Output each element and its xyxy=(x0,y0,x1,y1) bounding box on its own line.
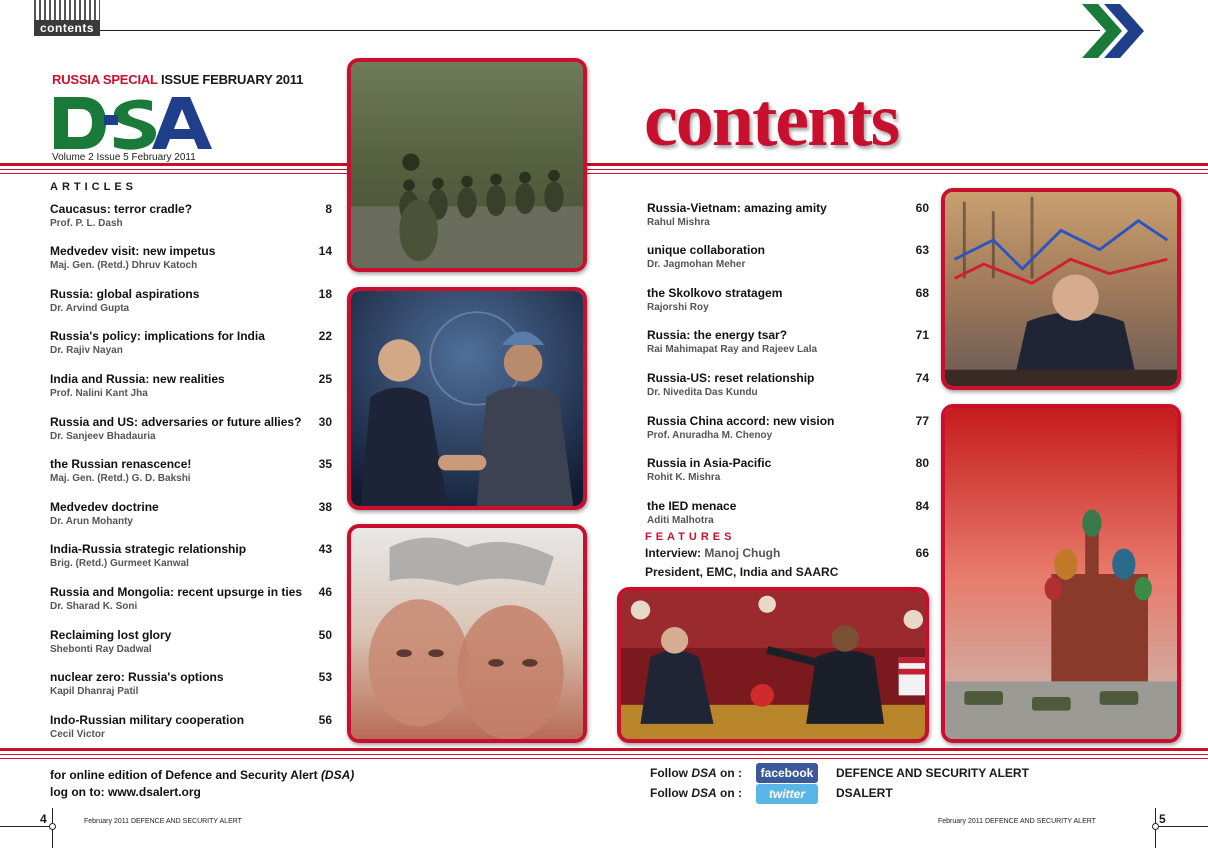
soldiers-image xyxy=(351,62,583,268)
article-author: Prof. Anuradha M. Chenoy xyxy=(647,430,773,441)
article-page: 84 xyxy=(915,499,929,513)
article-entry[interactable] xyxy=(647,201,929,228)
article-page: 43 xyxy=(318,542,332,556)
follow-suffix: on : xyxy=(716,786,742,800)
red-square-photo xyxy=(941,404,1181,743)
chevron-arrows-icon xyxy=(1082,0,1160,62)
article-page: 14 xyxy=(318,244,332,258)
article-entry[interactable] xyxy=(647,414,929,441)
handshake-photo xyxy=(347,287,587,510)
leaders-faces-photo xyxy=(347,524,587,743)
article-title: the IED menace xyxy=(647,499,737,513)
article-title: nuclear zero: Russia's options xyxy=(50,670,224,684)
issue-special: RUSSIA SPECIAL xyxy=(52,72,158,87)
article-page: 60 xyxy=(915,201,929,215)
follow-twitter-line xyxy=(650,786,742,800)
article-entry[interactable] xyxy=(647,371,929,398)
article-page: 56 xyxy=(318,713,332,727)
article-page: 22 xyxy=(318,329,332,343)
article-title: Russia-US: reset relationship xyxy=(647,371,815,385)
feature-page: 66 xyxy=(915,546,929,560)
article-entry[interactable] xyxy=(50,202,332,229)
top-rule xyxy=(100,30,1100,31)
article-page: 74 xyxy=(915,371,929,385)
article-page: 63 xyxy=(915,243,929,257)
article-author: Cecil Victor xyxy=(50,729,105,740)
article-author: Dr. Nivedita Das Kundu xyxy=(647,387,758,398)
article-author: Dr. Arvind Gupta xyxy=(50,303,130,314)
footer-red-rule xyxy=(0,748,1208,751)
handshake-image xyxy=(351,291,583,506)
feature-subtitle: President, EMC, India and SAARC xyxy=(645,565,839,579)
section-tab-label: contents xyxy=(34,20,100,36)
article-title: Reclaiming lost glory xyxy=(50,628,172,642)
articles-label: ARTICLES xyxy=(50,181,137,193)
issue-date: ISSUE FEBRUARY 2011 xyxy=(160,72,304,87)
follow-brand: DSA xyxy=(691,786,717,800)
article-title: Russia: global aspirations xyxy=(50,287,200,301)
article-page: 50 xyxy=(318,628,332,642)
crop-mark xyxy=(0,826,52,827)
article-page: 30 xyxy=(318,415,332,429)
article-entry[interactable] xyxy=(647,243,929,270)
article-author: Dr. Sharad K. Soni xyxy=(50,601,138,612)
article-title: Russia: the energy tsar? xyxy=(647,328,788,342)
article-entry[interactable] xyxy=(50,287,332,314)
footer-red-rule-thin xyxy=(0,754,1208,755)
article-entry[interactable] xyxy=(50,542,332,569)
website-line[interactable]: log on to: www.dsalert.org xyxy=(50,785,201,799)
article-title: unique collaboration xyxy=(647,243,766,257)
article-entry[interactable] xyxy=(50,628,332,655)
article-entry[interactable] xyxy=(50,585,332,612)
article-title: Caucasus: terror cradle? xyxy=(50,202,193,216)
facebook-handle[interactable]: DEFENCE AND SECURITY ALERT xyxy=(836,766,1029,780)
article-page: 18 xyxy=(318,287,332,301)
header-red-rule-thin-2 xyxy=(0,173,1208,174)
article-entry[interactable] xyxy=(647,328,929,355)
desk-speaker-image xyxy=(945,192,1177,386)
article-author: Prof. Nalini Kant Jha xyxy=(50,388,148,399)
article-page: 68 xyxy=(915,286,929,300)
article-author: Rohit K. Mishra xyxy=(647,472,721,483)
article-page: 8 xyxy=(325,202,332,216)
article-author: Brig. (Retd.) Gurmeet Kanwal xyxy=(50,558,189,569)
header-red-rule-thin xyxy=(0,169,1208,170)
online-edition-text: for online edition of Defence and Security Alert xyxy=(50,768,321,782)
section-tab xyxy=(34,0,100,36)
article-entry[interactable] xyxy=(50,670,332,697)
online-edition-dsa: (DSA) xyxy=(320,768,355,782)
leaders-faces-image xyxy=(351,528,583,739)
feature-name: Manoj Chugh xyxy=(704,546,781,560)
article-title: Medvedev doctrine xyxy=(50,500,159,514)
article-author: Dr. Jagmohan Meher xyxy=(647,259,746,270)
article-title: Medvedev visit: new impetus xyxy=(50,244,216,258)
page-title: contents xyxy=(644,78,899,162)
facebook-icon[interactable]: facebook xyxy=(756,763,818,783)
twitter-icon[interactable]: twitter xyxy=(756,784,818,804)
article-author: Prof. P. L. Dash xyxy=(50,218,123,229)
article-title: Russia China accord: new vision xyxy=(647,414,835,428)
article-page: 38 xyxy=(318,500,332,514)
article-entry[interactable] xyxy=(647,286,929,313)
article-page: 77 xyxy=(915,414,929,428)
follow-prefix: Follow xyxy=(650,766,692,780)
article-entry[interactable] xyxy=(50,415,332,442)
article-title: Indo-Russian military cooperation xyxy=(50,713,245,727)
article-entry[interactable] xyxy=(50,244,332,271)
red-square-image xyxy=(945,408,1177,739)
article-author: Rahul Mishra xyxy=(647,217,710,228)
barcode-stripes xyxy=(34,0,100,20)
features-label: FEATURES xyxy=(645,531,736,543)
meeting-photo xyxy=(617,587,929,743)
article-entry[interactable] xyxy=(50,713,332,740)
article-title: Russia-Vietnam: amazing amity xyxy=(647,201,827,215)
online-edition-line xyxy=(50,768,354,782)
right-page-number: 5 xyxy=(1159,812,1166,826)
article-page: 71 xyxy=(915,328,929,342)
article-author: Rajorshi Roy xyxy=(647,302,709,313)
crop-circle xyxy=(1152,823,1159,830)
article-title: Russia in Asia-Pacific xyxy=(647,456,772,470)
article-title: Russia and US: adversaries or future allies? xyxy=(50,415,302,429)
article-author: Kapil Dhanraj Patil xyxy=(50,686,139,697)
feature-prefix: Interview: xyxy=(645,546,705,560)
soldiers-photo xyxy=(347,58,587,272)
follow-brand: DSA xyxy=(691,766,717,780)
desk-speaker-photo xyxy=(941,188,1181,390)
header-red-rule xyxy=(0,163,1208,166)
article-author: Dr. Rajiv Nayan xyxy=(50,345,123,356)
left-page-number: 4 xyxy=(40,812,47,826)
crop-circle xyxy=(49,823,56,830)
left-folio: February 2011 DEFENCE AND SECURITY ALERT xyxy=(84,818,242,825)
article-title: Russia and Mongolia: recent upsurge in ties xyxy=(50,585,303,599)
article-entry[interactable] xyxy=(50,500,332,527)
article-title: India and Russia: new realities xyxy=(50,372,225,386)
meeting-image xyxy=(621,591,925,739)
follow-prefix: Follow xyxy=(650,786,692,800)
article-entry[interactable] xyxy=(50,457,332,484)
volume-line: Volume 2 Issue 5 February 2011 xyxy=(52,152,196,163)
article-author: Maj. Gen. (Retd.) Dhruv Katoch xyxy=(50,260,198,271)
article-entry[interactable] xyxy=(647,499,929,526)
article-title: Russia's policy: implications for India xyxy=(50,329,265,343)
article-entry[interactable] xyxy=(647,456,929,483)
follow-facebook-line xyxy=(650,766,742,780)
issue-heading xyxy=(52,72,303,87)
article-entry[interactable] xyxy=(50,372,332,399)
article-title: the Skolkovo stratagem xyxy=(647,286,783,300)
article-author: Aditi Malhotra xyxy=(647,515,714,526)
article-page: 46 xyxy=(318,585,332,599)
article-author: Maj. Gen. (Retd.) G. D. Bakshi xyxy=(50,473,191,484)
article-page: 53 xyxy=(318,670,332,684)
article-page: 25 xyxy=(318,372,332,386)
right-folio: February 2011 DEFENCE AND SECURITY ALERT xyxy=(938,818,1096,825)
article-author: Dr. Sanjeev Bhadauria xyxy=(50,431,156,442)
article-title: India-Russia strategic relationship xyxy=(50,542,247,556)
twitter-handle[interactable]: DSALERT xyxy=(836,786,893,800)
article-author: Dr. Arun Mohanty xyxy=(50,516,133,527)
dsa-logo xyxy=(52,93,212,153)
article-author: Rai Mahimapat Ray and Rajeev Lala xyxy=(647,344,818,355)
feature-entry[interactable] xyxy=(645,546,929,560)
crop-mark xyxy=(1155,826,1208,827)
article-entry[interactable] xyxy=(50,329,332,356)
article-title: the Russian renascence! xyxy=(50,457,192,471)
article-page: 80 xyxy=(915,456,929,470)
footer-red-rule-thin-2 xyxy=(0,758,1208,759)
follow-suffix: on : xyxy=(716,766,742,780)
article-author: Shebonti Ray Dadwal xyxy=(50,644,152,655)
article-page: 35 xyxy=(318,457,332,471)
